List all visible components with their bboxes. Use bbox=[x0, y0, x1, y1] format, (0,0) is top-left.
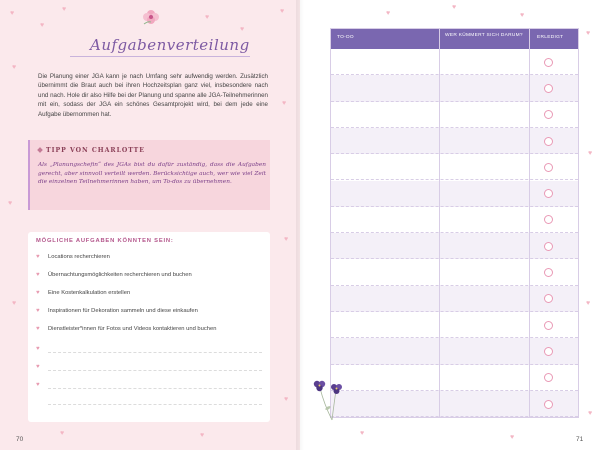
heart-icon: ♥ bbox=[386, 10, 391, 17]
heart-icon: ♥ bbox=[200, 432, 205, 439]
heart-icon: ♥ bbox=[205, 14, 210, 21]
done-checkbox[interactable] bbox=[544, 347, 553, 356]
heart-icon: ♥ bbox=[284, 236, 289, 243]
todo-table bbox=[330, 28, 579, 418]
tip-box bbox=[28, 140, 270, 210]
diamond-icon bbox=[37, 147, 43, 153]
blank-line bbox=[48, 352, 262, 353]
list-item: ♥ Übernachtungsmöglichkeiten recherchieren und buchen bbox=[36, 272, 192, 278]
page-title: Aufgabenverteilung bbox=[90, 36, 250, 54]
column-header-done: ERLEDIGT bbox=[537, 35, 564, 40]
blank-line bbox=[48, 404, 262, 405]
heart-icon: ♥ bbox=[588, 150, 593, 157]
column-header-todo: TO-DO bbox=[337, 35, 354, 40]
flower-icon bbox=[140, 6, 162, 28]
tasks-box bbox=[28, 232, 270, 422]
column-header-who: WER KÜMMERT SICH DARUM? bbox=[445, 33, 523, 38]
heart-icon: ♥ bbox=[240, 26, 245, 33]
table-row bbox=[331, 75, 578, 101]
done-checkbox[interactable] bbox=[544, 110, 553, 119]
table-row bbox=[331, 181, 578, 207]
table-row bbox=[331, 312, 578, 338]
table-row bbox=[331, 259, 578, 285]
heart-icon: ♥ bbox=[36, 272, 40, 278]
heart-icon: ♥ bbox=[360, 430, 365, 437]
blank-line bbox=[48, 388, 262, 389]
done-checkbox[interactable] bbox=[544, 400, 553, 409]
list-item: ♥ Eine Kostenkalkulation erstellen bbox=[36, 290, 131, 296]
done-checkbox[interactable] bbox=[544, 373, 553, 382]
heart-icon: ♥ bbox=[36, 308, 40, 314]
heart-icon: ♥ bbox=[586, 30, 591, 37]
done-checkbox[interactable] bbox=[544, 268, 553, 277]
intro-paragraph: Die Planung einer JGA kann je nach Umfang sehr aufwendig werden. Zusätzlich übernimmt die Braut auch bei ihren Hochzeitsplan ganz viel, insbesondere nach und nach. Hole dir also Hilfe bei der Planung und spanne alle JGA-Teilnehmerinnen mit ein, sodass der JGA ein schönes Gesamtprojekt wird, bei dem jede eine Aufgabe übernommen hat. bbox=[38, 73, 268, 118]
heart-icon: ♥ bbox=[36, 364, 40, 370]
done-checkbox[interactable] bbox=[544, 137, 553, 146]
done-checkbox[interactable] bbox=[544, 84, 553, 93]
heart-icon: ♥ bbox=[36, 346, 40, 352]
heart-icon: ♥ bbox=[12, 64, 17, 71]
done-checkbox[interactable] bbox=[544, 189, 553, 198]
table-row bbox=[331, 233, 578, 259]
table-row bbox=[331, 286, 578, 312]
list-item: ♥ Locations recherchieren bbox=[36, 254, 110, 260]
heart-icon: ♥ bbox=[36, 254, 40, 260]
heart-icon: ♥ bbox=[520, 12, 525, 19]
heart-icon: ♥ bbox=[8, 200, 13, 207]
blank-line bbox=[48, 370, 262, 371]
table-row bbox=[331, 391, 578, 417]
done-checkbox[interactable] bbox=[544, 58, 553, 67]
tip-text: Als „Planungschefin“ des JGAs bist du dafür zuständig, dass die Aufgaben gerecht, aber sinnvoll verteilt werden. Berücksichtige auch, wer wie viel Zeit die einzelnen Teilnehmerinnen haben, um To-dos zu übernehmen. bbox=[38, 162, 266, 186]
column-divider bbox=[529, 29, 530, 417]
heart-icon: ♥ bbox=[588, 410, 593, 417]
page-number-left: 70 bbox=[16, 436, 24, 443]
done-checkbox[interactable] bbox=[544, 242, 553, 251]
heart-icon: ♥ bbox=[62, 6, 67, 13]
tip-heading: TIPP VON CHARLOTTE bbox=[46, 147, 146, 154]
heart-icon: ♥ bbox=[510, 434, 515, 441]
heart-icon: ♥ bbox=[36, 382, 40, 388]
heart-icon: ♥ bbox=[40, 22, 45, 29]
done-checkbox[interactable] bbox=[544, 321, 553, 330]
heart-icon: ♥ bbox=[12, 300, 17, 307]
table-row bbox=[331, 49, 578, 75]
heart-icon: ♥ bbox=[452, 4, 457, 11]
heart-icon: ♥ bbox=[282, 100, 287, 107]
table-row bbox=[331, 154, 578, 180]
heart-icon: ♥ bbox=[10, 10, 15, 17]
heart-icon: ♥ bbox=[36, 290, 40, 296]
table-row bbox=[331, 338, 578, 364]
column-divider bbox=[439, 29, 440, 417]
heart-icon: ♥ bbox=[284, 396, 289, 403]
list-item: ♥ Dienstleister*innen für Fotos und Videos kontaktieren und buchen bbox=[36, 326, 217, 332]
done-checkbox[interactable] bbox=[544, 215, 553, 224]
table-row bbox=[331, 102, 578, 128]
done-checkbox[interactable] bbox=[544, 163, 553, 172]
table-header bbox=[331, 29, 578, 49]
heart-icon: ♥ bbox=[60, 430, 65, 437]
page-number-right: 71 bbox=[576, 436, 584, 443]
heart-icon: ♥ bbox=[36, 326, 40, 332]
book-spine bbox=[296, 0, 304, 450]
tasks-heading: MÖGLICHE AUFGABEN KÖNNTEN SEIN: bbox=[36, 238, 174, 244]
violet-flower-icon bbox=[306, 374, 356, 424]
title-underline bbox=[70, 56, 250, 57]
done-checkbox[interactable] bbox=[544, 294, 553, 303]
list-item: ♥ Inspirationen für Dekoration sammeln und diese einkaufen bbox=[36, 308, 198, 314]
heart-icon: ♥ bbox=[280, 8, 285, 15]
table-row bbox=[331, 365, 578, 391]
table-row bbox=[331, 128, 578, 154]
heart-icon: ♥ bbox=[586, 300, 591, 307]
table-row bbox=[331, 207, 578, 233]
